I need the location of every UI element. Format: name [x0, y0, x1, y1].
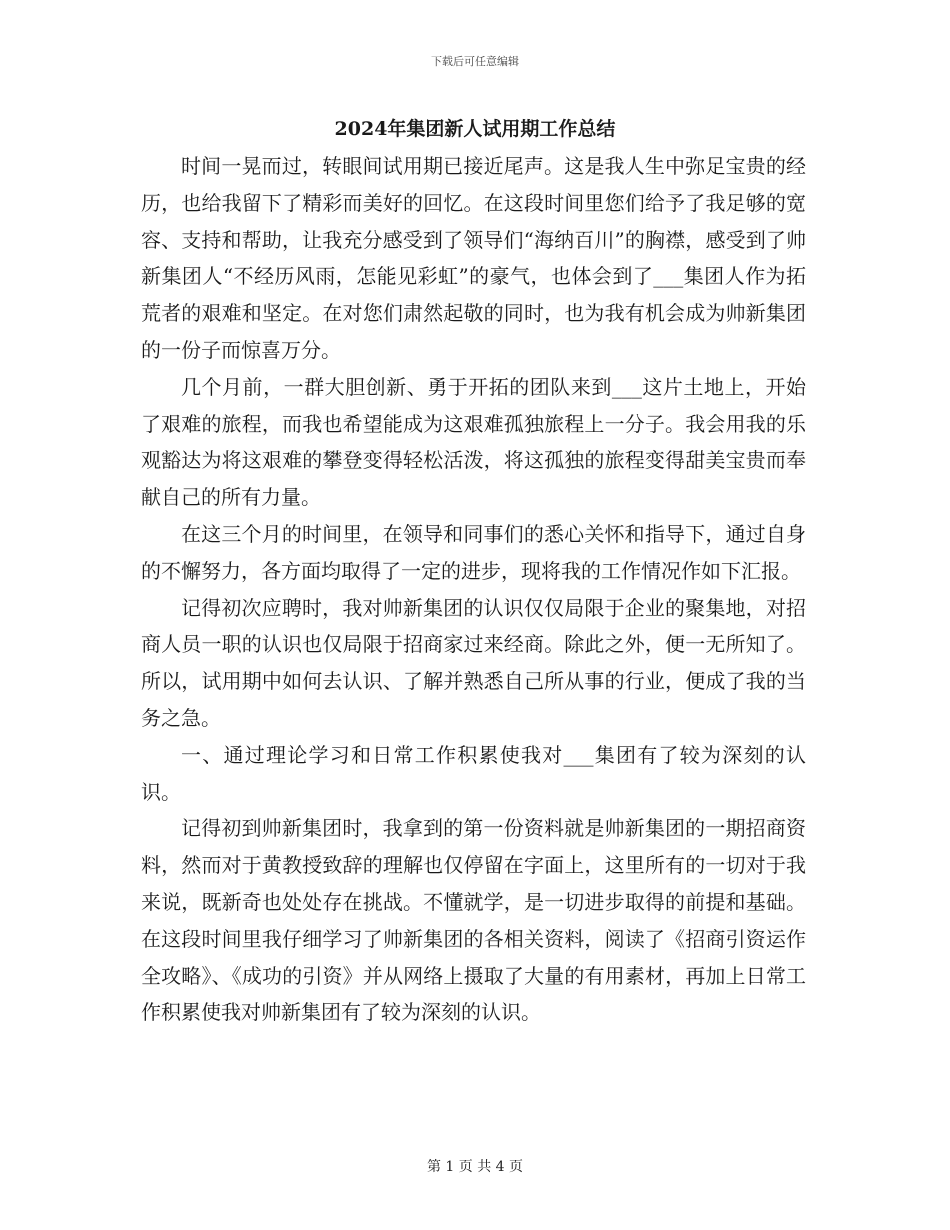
- paragraph: 记得初次应聘时，我对帅新集团的认识仅仅局限于企业的聚集地，对招商人员一职的认识也仅局限于招商家过来经商。除此之外，便一无所知了。所以，试用期中如何去认识、了解并熟悉自己所从事的行业，便成了我的当务之急。: [141, 595, 806, 730]
- paragraph: 在这三个月的时间里，在领导和同事们的悉心关怀和指导下，通过自身的不懈努力，各方面均取得了一定的进步，现将我的工作情况作如下汇报。: [141, 521, 806, 583]
- paragraph: 记得初到帅新集团时，我拿到的第一份资料就是帅新集团的一期招商资料，然而对于黄教授致辞的理解也仅停留在字面上，这里所有的一切对于我来说，既新奇也处处存在挑战。不懂就学，是一切进步取得的前提和基础。在这段时间里我仔细学习了帅新集团的各相关资料，阅读了《招商引资运作全攻略》、《成功的引资》并从网络上摄取了大量的有用素材，再加上日常工作积累使我对帅新集团有了较为深刻的认识。: [141, 816, 806, 1025]
- section-heading-paragraph: 一、通过理论学习和日常工作积累使我对___集团有了较为深刻的认识。: [141, 742, 806, 804]
- paragraph: 几个月前，一群大胆创新、勇于开拓的团队来到___这片土地上，开始了艰难的旅程，而我也希望能成为这艰难孤独旅程上一分子。我会用我的乐观豁达为将这艰难的攀登变得轻松活泼，将这孤独的旅程变得甜美宝贵而奉献自己的所有力量。: [141, 374, 806, 510]
- page-number-footer: 第 1 页 共 4 页: [426, 1159, 524, 1175]
- paragraph: 时间一晃而过，转眼间试用期已接近尾声。这是我人生中弥足宝贵的经历，也给我留下了精彩而美好的回忆。在这段时间里您们给予了我足够的宽容、支持和帮助，让我充分感受到了领导们“海纳百川”的胸襟，感受到了帅新集团人“不经历风雨，怎能见彩虹”的豪气，也体会到了___集团人作为拓荒者的艰难和坚定。在对您们肃然起敬的同时，也为我有机会成为帅新集团的一份子而惊喜万分。: [141, 154, 806, 362]
- page-header-note: 下载后可任意编辑: [431, 55, 519, 68]
- document-title: 2024年集团新人试用期工作总结: [334, 118, 616, 140]
- document-body: [141, 148, 806, 1031]
